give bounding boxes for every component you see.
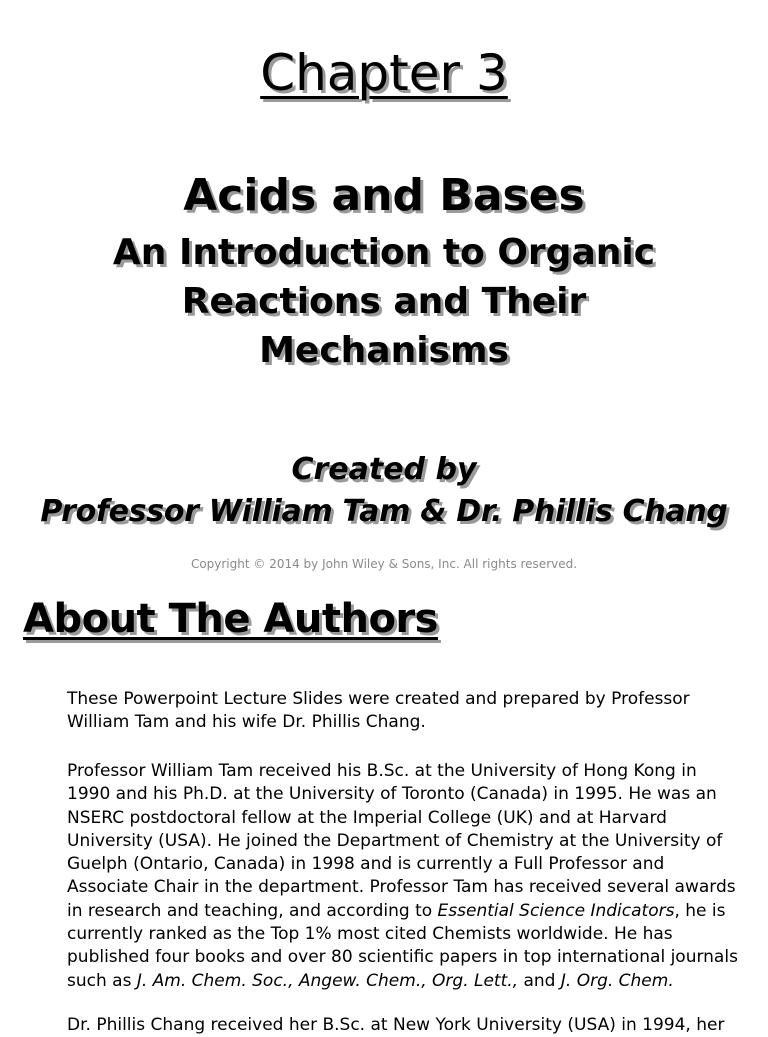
paragraph-line: These Powerpoint Lecture Slides were created and prepared by Professor	[67, 689, 690, 709]
paragraph-line: University (USA). He joined the Department of Chemistry at the University of	[67, 830, 723, 851]
journal-citation: Essential Science Indicators	[437, 900, 675, 921]
slide-subtitle	[0, 228, 768, 375]
copyright-notice: Copyright © 2014 by John Wiley & Sons, Inc. All rights reserved.	[190, 557, 578, 571]
paragraph-line: published four books and over 80 scientific papers in top international journals	[67, 947, 738, 968]
paragraph-line	[67, 970, 757, 993]
journal-list: J. Am. Chem. Soc., Angew. Chem., Org. Lett.,	[136, 970, 519, 991]
tam-bio-paragraph	[67, 760, 757, 993]
paragraph-text: such as	[67, 970, 137, 991]
created-by-label: Created by	[291, 452, 477, 487]
chang-bio-paragraph	[67, 1014, 757, 1037]
intro-paragraph	[67, 688, 757, 735]
paragraph-line: 1990 and his Ph.D. at the University of Toronto (Canada) in 1995. He was an	[67, 784, 717, 805]
paragraph-line: Professor William Tam received his B.Sc. at the University of Hong Kong in	[67, 761, 697, 781]
subtitle-line: Reactions and Their	[181, 281, 587, 322]
journal-citation: J. Org. Chem.	[560, 970, 674, 991]
slide-title: Acids and Bases	[183, 170, 585, 221]
paragraph-line: NSERC postdoctoral fellow at the Imperial College (UK) and at Harvard	[67, 807, 667, 828]
chapter-title: Chapter 3	[260, 44, 508, 102]
paragraph-line: Associate Chair in the department. Professor Tam has received several awards	[67, 877, 736, 898]
authors-line: Professor William Tam & Dr. Phillis Chang	[40, 494, 728, 529]
paragraph-line: currently ranked as the Top 1% most cited Chemists worldwide. He has	[67, 924, 673, 945]
paragraph-line: Guelph (Ontario, Canada) in 1998 and is currently a Full Professor and	[67, 854, 665, 875]
about-authors-heading: About The Authors	[23, 596, 438, 642]
paragraph-line: William Tam and his wife Dr. Phillis Chang.	[67, 712, 426, 733]
paragraph-text: in research and teaching, and according to	[67, 900, 438, 921]
paragraph-text: and	[518, 970, 561, 991]
paragraph-line: Dr. Phillis Chang received her B.Sc. at New York University (USA) in 1994, her	[67, 1015, 725, 1035]
subtitle-line: An Introduction to Organic	[112, 232, 656, 273]
subtitle-line: Mechanisms	[259, 330, 509, 371]
paragraph-line	[67, 900, 757, 923]
paragraph-text: , he is	[674, 900, 726, 921]
